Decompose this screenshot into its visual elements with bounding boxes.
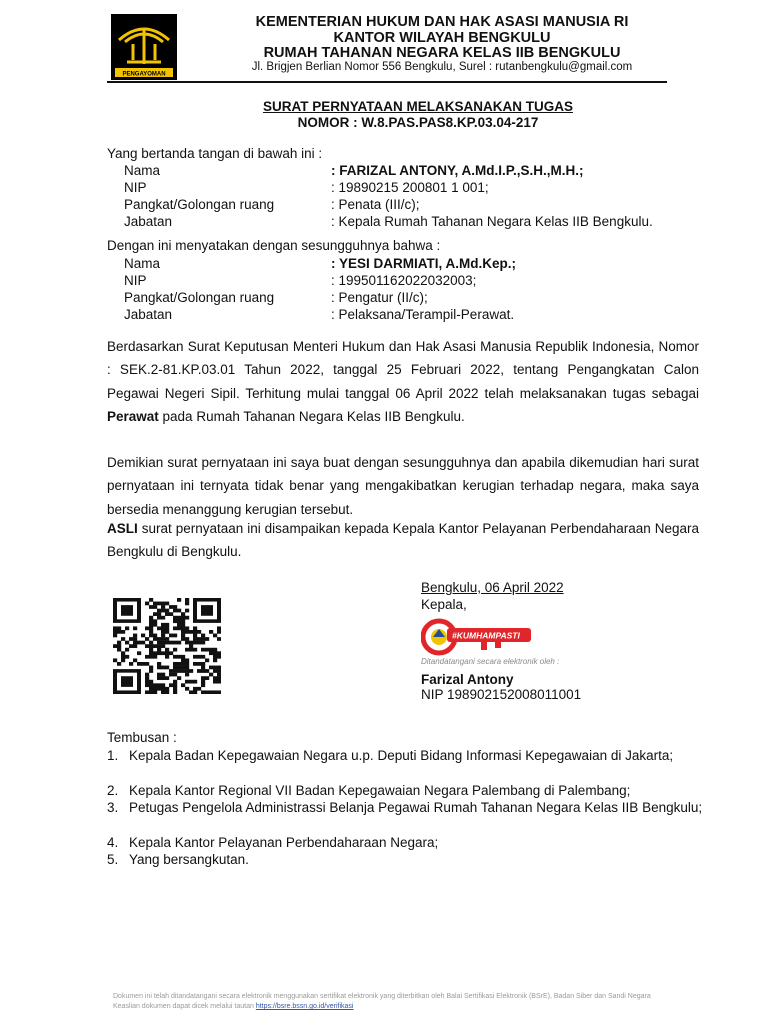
cc-item-text: Kepala Kantor Pelayanan Perbendaharaan Negara; [129, 835, 439, 850]
cc-item-text: Petugas Pengelola Administrassi Belanja Pegawai Rumah Tahanan Negara Kelas IIB Bengkulu; [129, 800, 703, 815]
letterhead-address: Jl. Brigjen Berlian Nomor 556 Bengkulu, Surel : rutanbengkulu@gmail.com [251, 61, 633, 73]
cc-item-number: 2. [107, 783, 119, 798]
signer-intro: Yang bertanda tangan di bawah ini : [107, 146, 323, 161]
footer-verification-prefix: Keaslian dokumen dapat dicek melalui tautan [113, 1003, 256, 1010]
signatory-name: Farizal Antony [421, 672, 514, 687]
carbon-copy-title: Tembusan : [107, 730, 177, 745]
qr-code-icon [113, 598, 221, 694]
letterhead-divider [107, 81, 667, 83]
cc-item-text: Yang bersangkutan. [129, 852, 249, 867]
subject-rank-label: Pangkat/Golongan ruang [124, 290, 275, 305]
letterhead-regional-office: KANTOR WILAYAH BENGKULU [333, 30, 551, 46]
cc-item-number: 5. [107, 852, 119, 867]
subject-nip-label: NIP [124, 273, 147, 288]
signer-rank-label: Pangkat/Golongan ruang [124, 197, 275, 212]
ministry-logo [111, 14, 177, 80]
logo-caption: PENGAYOMAN [122, 71, 166, 78]
decree-text: Berdasarkan Surat Keputusan Menteri Hukum dan Hak Asasi Manusia Republik Indonesia, Nomor : SEK.2-81.KP.03.01 Tahun 2022, tanggal 25 Februari 2022, tentang Pengangkatan Calon Pegawai Negeri Sipil. Terhitung mulai tanggal 06 April 2022 telah melaksanakan tugas sebagai [107, 339, 699, 401]
subject-position-label: Jabatan [124, 307, 173, 322]
subject-position-value: : Pelaksana/Terampil-Perawat. [331, 307, 515, 322]
signer-position-value: : Kepala Rumah Tahanan Negara Kelas IIB Bengkulu. [331, 214, 653, 229]
signer-nip-label: NIP [124, 180, 147, 195]
signatory-nip: NIP 198902152008011001 [421, 687, 582, 702]
signer-name-value: : FARIZAL ANTONY, A.Md.I.P.,S.H.,M.H.; [331, 163, 584, 178]
document-title: SURAT PERNYATAAN MELAKSANAKAN TUGAS [262, 99, 573, 114]
document-number: NOMOR : W.8.PAS.PAS8.KP.03.04-217 [297, 115, 539, 130]
signer-nip-value: : 19890215 200801 1 001; [331, 180, 489, 195]
cc-item-number: 4. [107, 835, 119, 850]
cc-item-number: 3. [107, 800, 119, 815]
decree-text-end: pada Rumah Tahanan Negara Kelas IIB Bengkulu. [158, 409, 465, 425]
letterhead-ministry: KEMENTERIAN HUKUM DAN HAK ASASI MANUSIA RI [255, 14, 629, 30]
kumham-stamp-icon [421, 617, 531, 657]
pengayoman-emblem-icon [111, 14, 177, 80]
distribution-text: surat pernyataan ini disampaikan kepada Kepala Kantor Pelayanan Perbendaharaan Negara Bengkulu di Bengkulu. [107, 521, 699, 560]
stamp-hashtag: #KUMHAMPASTI [452, 630, 520, 641]
footer-verification-note [113, 1003, 353, 1010]
duty-role: Perawat [107, 409, 159, 425]
subject-name-label: Nama [124, 256, 161, 271]
body-paragraph-distribution [107, 517, 699, 564]
electronic-signature-stamp [421, 617, 531, 657]
signer-position-label: Jabatan [124, 214, 173, 229]
sign-place-date: Bengkulu, 06 April 2022 [421, 580, 564, 595]
subject-rank-value: : Pengatur (II/c); [331, 290, 428, 305]
body-paragraph-decree [107, 335, 699, 429]
cc-item-number: 1. [107, 748, 119, 763]
original-label: ASLI [107, 521, 138, 536]
verification-qr-code [113, 598, 221, 694]
subject-nip-value: : 199501162022032003; [331, 273, 477, 288]
subject-name-value: : YESI DARMIATI, A.Md.Kep.; [331, 256, 516, 271]
footer-certificate-note: Dokumen ini telah ditandatangani secara elektronik menggunakan sertifikat elektronik yang diterbitkan oleh Balai Sertifikasi Elektronik (BSrE), Badan Siber dan Sandi Negara [113, 993, 651, 1000]
letterhead-institution: RUMAH TAHANAN NEGARA KELAS IIB BENGKULU [263, 45, 621, 61]
cc-item-text: Kepala Kantor Regional VII Badan Kepegawaian Negara Palembang di Palembang; [129, 783, 631, 798]
cc-item-text: Kepala Badan Kepegawaian Negara u.p. Deputi Bidang Informasi Kepegawaian di Jakarta; [129, 748, 674, 763]
e-signature-note: Ditandatangani secara elektronik oleh : [421, 657, 560, 666]
subject-intro: Dengan ini menyatakan dengan sesungguhnya bahwa : [107, 238, 441, 253]
signer-rank-value: : Penata (III/c); [331, 197, 420, 212]
signer-name-label: Nama [124, 163, 161, 178]
verification-link[interactable]: https://bsre.bssn.go.id/verifikasi [255, 1003, 354, 1010]
body-paragraph-statement: Demikian surat pernyataan ini saya buat dengan sesungguhnya dan apabila dikemudian hari surat pernyataan ini ternyata tidak benar yang mengakibatkan kerugian terhadap negara, maka saya bersedia menanggung kerugian tersebut. [107, 455, 699, 517]
sign-role: Kepala, [421, 597, 467, 612]
